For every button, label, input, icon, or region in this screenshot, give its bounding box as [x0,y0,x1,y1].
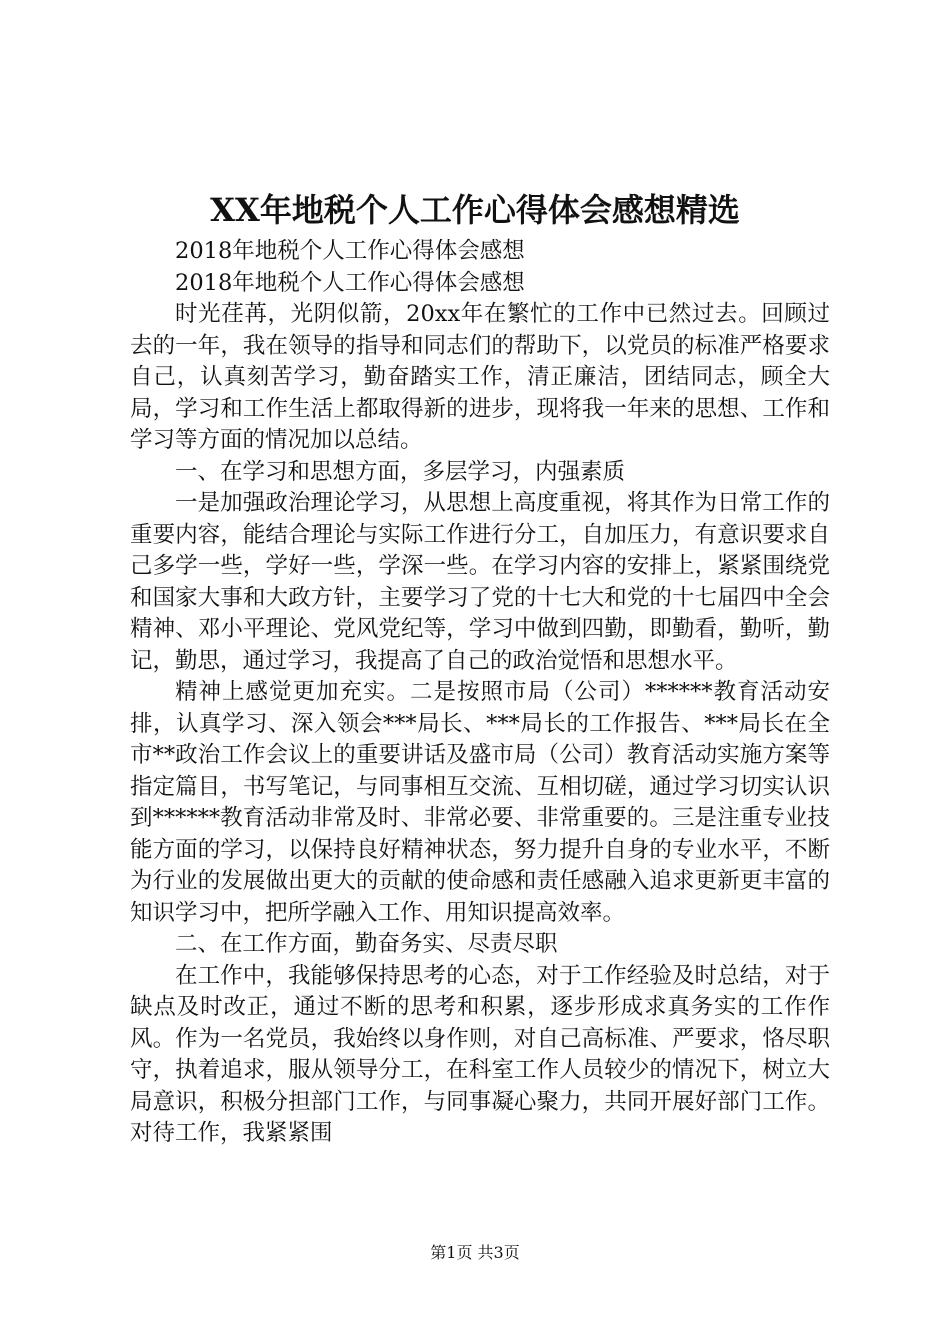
body-paragraph: 一是加强政治理论学习，从思想上高度重视，将其作为日常工作的重要内容，能结合理论与实际工作进行分工，自加压力，有意识要求自己多学一些，学好一些，学深一些。在学习内容的安排上，紧紧围绕党和国家大事和大政方针，主要学习了党的十七大和党的十七届四中全会精神、邓小平理论、党风党纪等，学习中做到四勤，即勤看，勤听，勤记，勤思，通过学习，我提高了自己的政治觉悟和思想水平。 [130,490,830,674]
body-paragraph: 在工作中，我能够保持思考的心态，对于工作经验及时总结，对于缺点及时改正，通过不断的思考和积累，逐步形成求真务实的工作作风。作为一名党员，我始终以身作则，对自己高标准、严要求，恪尽职守，执着追求，服从领导分工，在科室工作人员较少的情况下，树立大局意识，积极分担部门工作，与同事凝心聚力，共同开展好部门工作。对待工作，我紧紧围 [130,962,830,1146]
body-paragraph: 时光荏苒，光阴似箭，20xx年在繁忙的工作中已然过去。回顾过去的一年，我在领导的指导和同志们的帮助下，以党员的标准严格要求自己，认真刻苦学习，勤奋踏实工作，清正廉洁，团结同志，顾全大局，学习和工作生活上都取得新的进步，现将我一年来的思想、工作和学习等方面的情况加以总结。 [130,301,830,453]
document-title: XX年地税个人工作心得体会感想精选 [210,191,740,229]
section-heading: 二、在工作方面，勤奋务实、尽责尽职 [175,931,558,957]
body-paragraph: 精神上感觉更加充实。二是按照市局（公司）******教育活动安排，认真学习、深入领会***局长、***局长的工作报告、***局长在全市**政治工作会议上的重要讲话及盛市局（公司）教育活动实施方案等指定篇目，书写笔记，与同事相互交流、互相切磋，通过学习切实认识到******教育活动非常及时、非常必要、非常重要的。三是注重专业技能方面的学习，以保持良好精神状态，努力提升自身的专业水平，不断为行业的发展做出更大的贡献的使命感和责任感融入追求更新更丰富的知识学习中，把所学融入工作、用知识提高效率。 [130,679,830,926]
document-body [130,236,830,1150]
subtitle-line: 2018年地税个人工作心得体会感想 [175,269,525,296]
page-footer: 第1页 共3页 [430,1243,520,1262]
section-heading: 一、在学习和思想方面，多层学习，内强素质 [175,458,626,485]
subtitle-line: 2018年地税个人工作心得体会感想 [175,238,525,264]
